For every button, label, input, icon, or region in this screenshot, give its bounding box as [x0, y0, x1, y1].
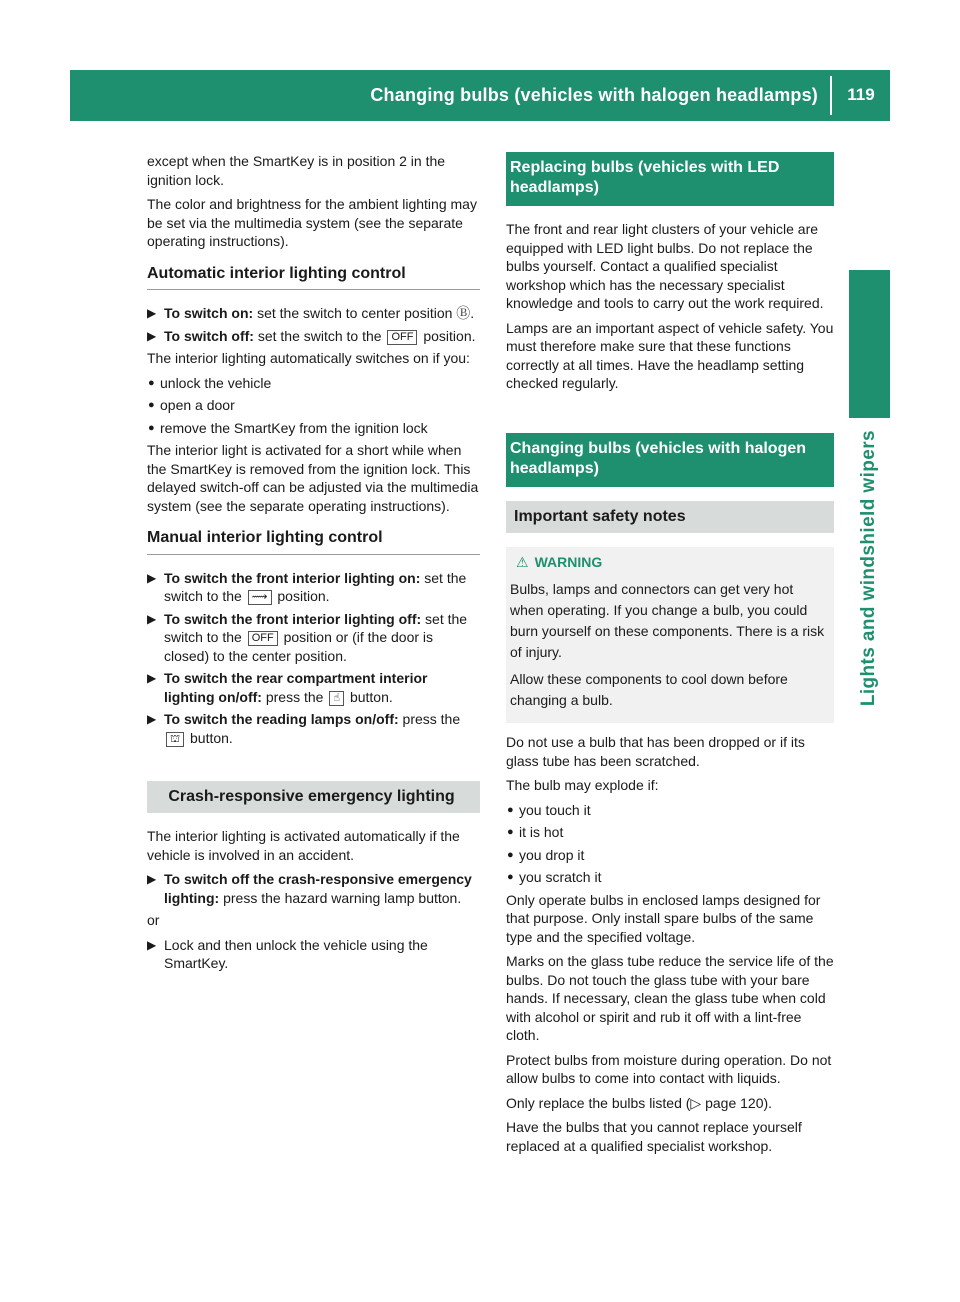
safety-notes-heading: Important safety notes [506, 501, 834, 533]
list-item [147, 419, 480, 438]
page-header [70, 70, 890, 121]
listed-bulbs-paragraph[interactable]: Only replace the bulbs listed (▷ page 120). [506, 1094, 773, 1111]
bullet-icon: ● [507, 803, 514, 816]
step-rear [147, 669, 480, 706]
step-arrow-icon: ▶ [147, 306, 157, 320]
step-text: set the switch to the [257, 327, 382, 344]
step-text: set the switch to the [164, 610, 468, 645]
or-text: or [147, 912, 160, 928]
step-arrow-icon: ▶ [147, 671, 157, 685]
list-item [506, 801, 834, 820]
list-item-text: remove the SmartKey from the ignition lock [160, 419, 428, 436]
bullet-icon: ● [148, 376, 155, 389]
auto-switch-paragraph: The interior lighting automatically switches on if you: [147, 350, 470, 366]
step-front-on [147, 569, 480, 606]
step-auto-off [147, 327, 480, 346]
step-text: button. [349, 688, 393, 705]
crash-paragraph: The interior lighting is activated automatically if the vehicle is involved in an accident. [147, 828, 460, 863]
warning-header [510, 553, 828, 572]
warning-box [506, 547, 834, 724]
list-item [506, 823, 834, 842]
auto-lighting-heading: Automatic interior lighting control [147, 265, 480, 291]
off-switch-icon: OFF [387, 330, 417, 345]
enclosed-lamps-paragraph: Only operate bulbs in enclosed lamps designed for that purpose. Only install spare bulbs of the same type and the specified voltage. [506, 891, 821, 945]
bullet-icon: ● [148, 421, 155, 434]
ambient-paragraph: The color and brightness for the ambient lighting may be set via the multimedia system (see the separate operating instructions). [147, 196, 477, 249]
step-text: position. [277, 588, 330, 604]
step-text: Lock and then unlock the vehicle using the SmartKey. [164, 936, 428, 971]
moisture-paragraph: Protect bulbs from moisture during operation. Do not allow bulbs to come into contact with liquids. [506, 1051, 832, 1086]
list-item [147, 396, 480, 415]
list-item-text: you drop it [519, 846, 585, 863]
step-text: press the [265, 688, 324, 705]
list-item [147, 374, 480, 393]
page-number: 119 [847, 85, 875, 105]
header-title: Changing bulbs (vehicles with halogen headlamps) [370, 85, 818, 106]
step-crash-off [147, 870, 480, 907]
right-column [506, 152, 834, 1161]
list-item [506, 868, 834, 887]
halogen-section-heading: Changing bulbs (vehicles with halogen headlamps) [506, 433, 834, 487]
spacer [506, 399, 834, 433]
step-arrow-icon: ▶ [147, 611, 157, 626]
delay-paragraph: The interior light is activated for a short while when the SmartKey is removed from the ignition lock. This delayed switch-off can be adjusted via the multimedia system (see the separate operating instructions). [147, 442, 479, 514]
step-label: To switch the rear compartment interior lighting on/off: [164, 670, 428, 705]
step-text: button. [190, 729, 233, 746]
list-item-text: open a door [160, 397, 235, 413]
bullet-icon: ● [507, 826, 514, 838]
list-item [506, 846, 834, 865]
manual-lighting-heading: Manual interior lighting control [147, 529, 480, 555]
list-item-text: you touch it [519, 801, 591, 818]
step-label: To switch on: [164, 305, 254, 321]
dropped-bulb-paragraph: Do not use a bulb that has been dropped or if its glass tube has been scratched. [506, 734, 805, 769]
step-label: To switch the front interior lighting on: [164, 569, 421, 586]
list-item-text: unlock the vehicle [160, 374, 272, 391]
step-arrow-icon: ▶ [147, 937, 157, 952]
chapter-tab [849, 270, 890, 418]
step-label: To switch the reading lamps on/off: [164, 711, 399, 727]
spacer [147, 751, 480, 781]
chapter-label [849, 430, 890, 770]
led-paragraph-2: Lamps are an important aspect of vehicle safety. You must therefore make sure that these functions correctly at all times. Have the headlamp setting checked regularly. [506, 319, 834, 391]
crash-lighting-heading: Crash-responsive emergency lighting [147, 781, 480, 813]
step-text: set the switch to center position Ⓑ. [257, 305, 475, 321]
step-arrow-icon: ▶ [147, 872, 157, 886]
chapter-label-text: Lights and windshield wipers [858, 430, 880, 707]
led-section-heading: Replacing bulbs (vehicles with LED headlamps) [506, 152, 834, 206]
warning-paragraph-1: Bulbs, lamps and connectors can get very hot when operating. If you change a bulb, you could burn yourself on these components. There is a risk of injury. [510, 581, 825, 660]
warning-label: WARNING [534, 553, 603, 570]
step-arrow-icon: ▶ [147, 712, 157, 726]
bullet-icon: ● [507, 871, 514, 883]
step-front-off [147, 610, 480, 666]
step-label: To switch the front interior lighting off: [164, 610, 422, 627]
step-text: press the [402, 711, 461, 727]
left-column [147, 152, 480, 977]
step-arrow-icon: ▶ [147, 328, 157, 343]
step-lock-unlock [147, 936, 480, 973]
list-item-text: you scratch it [519, 869, 602, 885]
warning-triangle-icon: ⚠ [516, 553, 529, 570]
step-text: set the switch to the [164, 569, 467, 604]
step-text: press the hazard warning lamp button. [223, 889, 462, 906]
step-label: To switch off: [164, 327, 254, 344]
reading-lamp-button-icon: ⛫ [166, 732, 184, 747]
list-item-text: it is hot [519, 824, 564, 840]
step-reading [147, 710, 480, 747]
bullet-icon: ● [148, 399, 155, 411]
step-auto-on [147, 304, 480, 323]
led-paragraph-1: The front and rear light clusters of your vehicle are equipped with LED light bulbs. Do not replace the bulbs yourself. Contact a qualified specialist workshop which has the necessary specialist knowledge and tools to carry out the work required. [506, 221, 824, 311]
door-contact-icon: ⟿ [248, 590, 272, 605]
explode-paragraph: The bulb may explode if: [506, 777, 659, 793]
bullet-icon: ● [507, 848, 514, 861]
step-text: position or (if the door is closed) to the center position. [164, 629, 434, 664]
intro-paragraph: except when the SmartKey is in position 2 in the ignition lock. [147, 153, 446, 188]
step-label: To switch off the crash-responsive emergency lighting: [164, 871, 472, 906]
rear-light-button-icon: ☝ [329, 691, 344, 706]
workshop-paragraph: Have the bulbs that you cannot replace yourself replaced at a qualified specialist workshop. [506, 1119, 802, 1154]
step-text: position. [423, 327, 476, 344]
off-switch-icon: OFF [248, 631, 278, 646]
step-arrow-icon: ▶ [147, 570, 157, 585]
glass-marks-paragraph: Marks on the glass tube reduce the service life of the bulbs. Do not touch the glass tube with your bare hands. If necessary, clean the glass tube when cold with alcohol or spirit and rub it off with a lint-free cloth. [506, 953, 834, 1043]
warning-paragraph-2: Allow these components to cool down before changing a bulb. [510, 671, 788, 708]
